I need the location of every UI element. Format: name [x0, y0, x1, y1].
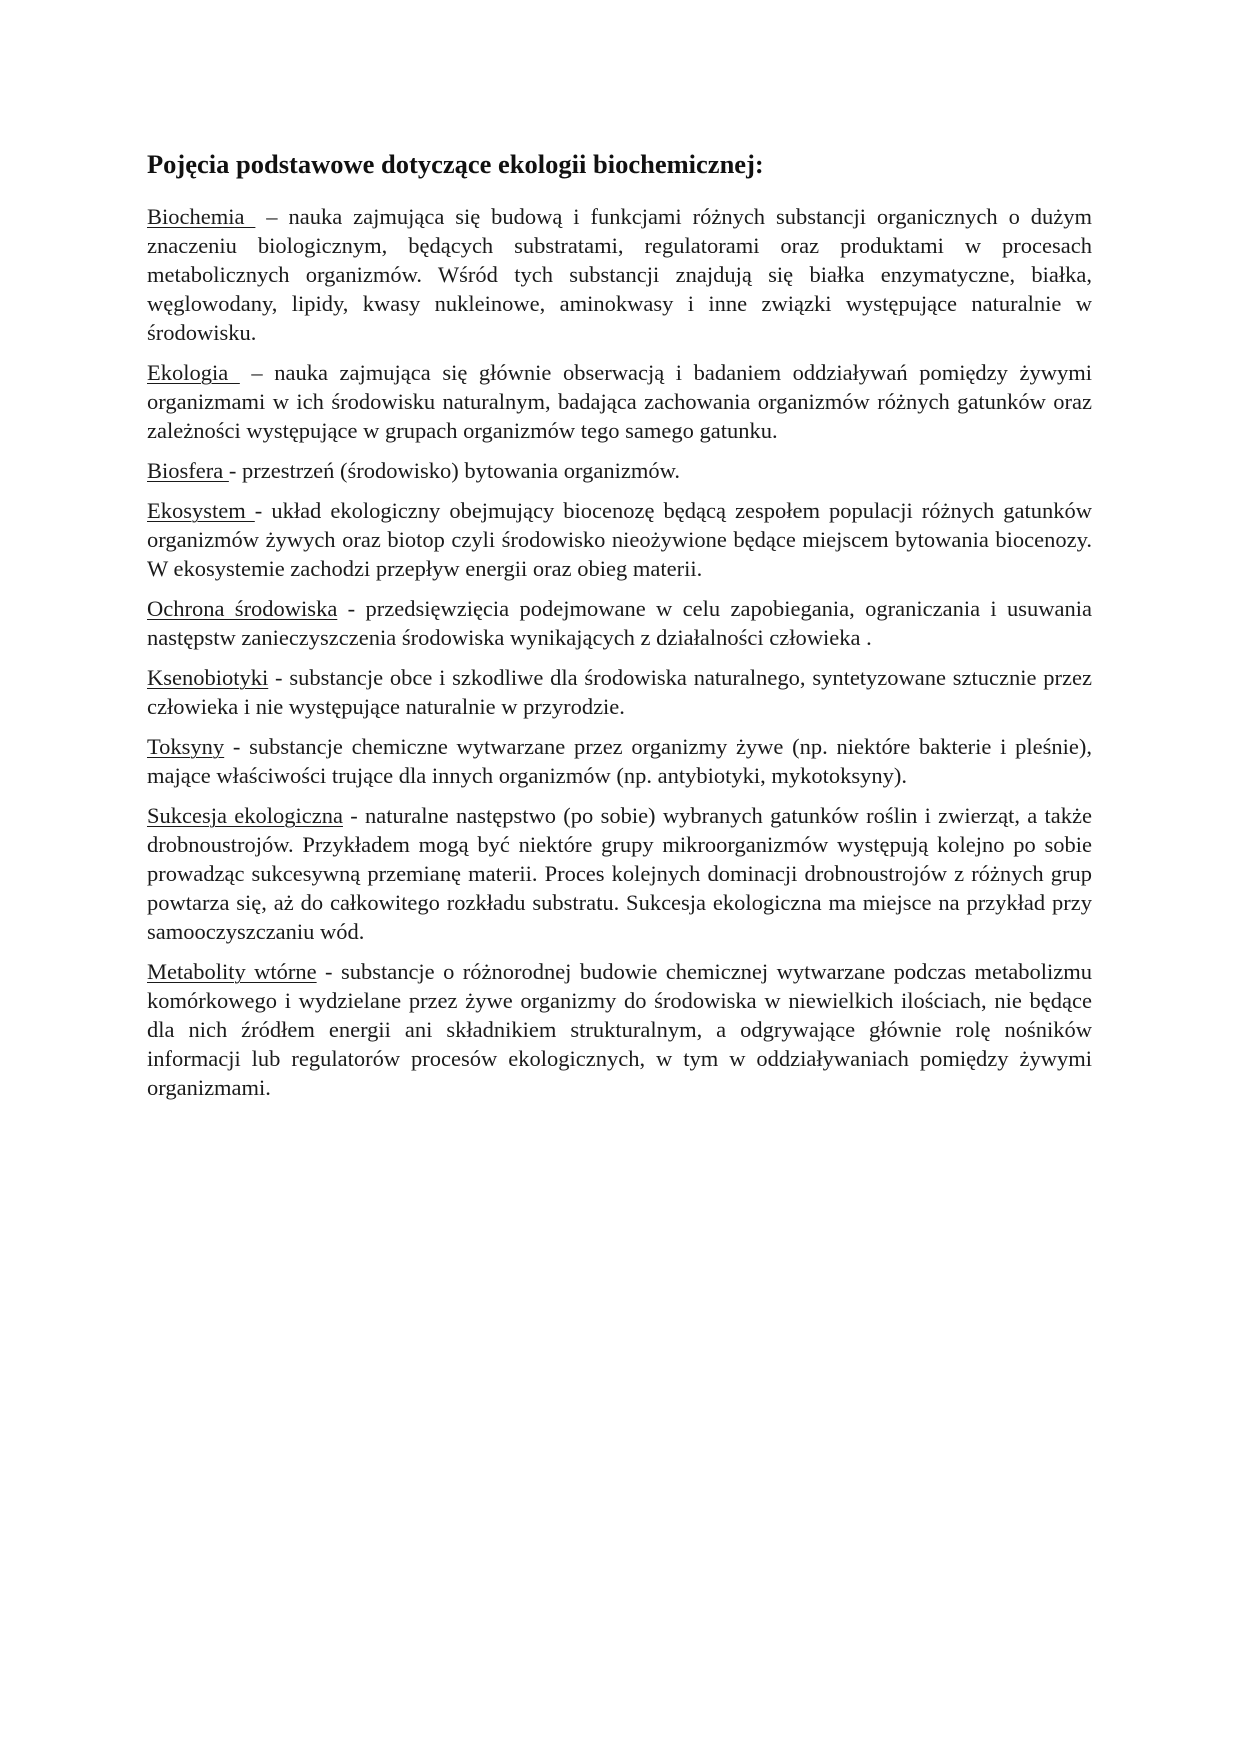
- definition-entry-ksenobiotyki: [147, 663, 1092, 721]
- document-page: [147, 148, 1092, 1113]
- definition-entry-metabolity-wtorne: [147, 957, 1092, 1102]
- definition-entry-ekologia: [147, 358, 1092, 445]
- term-separator: -: [337, 596, 366, 621]
- term-label: Ksenobiotyki: [147, 665, 269, 690]
- term-label: Biochemia: [147, 204, 256, 229]
- definition-text: naturalne następstwo (po sobie) wybranych gatunków roślin i zwierząt, a także drobnoustrojów. Przykładem mogą być niektóre grupy mikroorganizmów występują kolejno po sobie prowadząc sukcesywną przemianę materii. Proces kolejnych dominacji drobnoustrojów z różnych grup powtarza się, aż do całkowitego rozkładu substratu. Sukcesja ekologiczna ma miejsce na przykład przy samooczyszczaniu wód.: [147, 803, 1092, 944]
- term-separator: -: [268, 665, 290, 690]
- document-title: Pojęcia podstawowe dotyczące ekologii biochemicznej:: [147, 149, 764, 179]
- definition-text: substancje o różnorodnej budowie chemicznej wytwarzane podczas metabolizmu komórkowego i wydzielane przez żywe organizmy do środowiska w niewielkich ilościach, nie będące dla nich źródłem energii ani składnikiem strukturalnym, a odgrywające głównie rolę nośników informacji lub regulatorów procesów ekologicznych, w tym w oddziaływaniach pomiędzy żywymi organizmami.: [147, 959, 1092, 1100]
- definition-entry-toksyny: [147, 732, 1092, 790]
- term-label: Ekosystem: [147, 498, 255, 523]
- term-separator: -: [254, 498, 272, 523]
- term-separator: -: [342, 803, 366, 828]
- definition-text: przestrzeń (środowisko) bytowania organizmów.: [241, 458, 680, 483]
- term-label: Biosfera: [147, 458, 229, 483]
- term-separator: –: [239, 360, 275, 385]
- term-label: Ekologia: [147, 360, 240, 385]
- definition-text: substancje obce i szkodliwe dla środowiska naturalnego, syntetyzowane sztucznie przez człowieka i nie występujące naturalnie w przyrodzie.: [147, 665, 1092, 719]
- definition-entry-ekosystem: [147, 496, 1092, 583]
- definition-entry-ochrona-srodowiska: [147, 594, 1092, 652]
- term-label: Metabolity wtórne: [147, 959, 317, 984]
- term-label: Toksyny: [147, 734, 225, 759]
- definition-entry-sukcesja-ekologiczna: [147, 801, 1092, 946]
- definition-entry-biosfera: [147, 456, 1092, 485]
- term-label: Sukcesja ekologiczna: [147, 803, 343, 828]
- definition-text: nauka zajmująca się głównie obserwacją i badaniem oddziaływań pomiędzy żywymi organizmami w ich środowisku naturalnym, badająca zachowania organizmów różnych gatunków oraz zależności występujące w grupach organizmów tego samego gatunku.: [147, 360, 1092, 443]
- term-separator: -: [316, 959, 341, 984]
- definition-text: nauka zajmująca się budową i funkcjami różnych substancji organicznych o dużym znaczeniu biologicznym, będących substratami, regulatorami oraz produktami w procesach metabolicznych organizmów. Wśród tych substancji znajdują się białka enzymatyczne, białka, węglowodany, lipidy, kwasy nukleinowe, aminokwasy i inne związki występujące naturalnie w środowisku.: [147, 204, 1092, 345]
- term-separator: -: [224, 734, 250, 759]
- definition-text: przedsięwzięcia podejmowane w celu zapobiegania, ograniczania i usuwania następstw zanieczyszczenia środowiska wynikających z działalności człowieka .: [147, 596, 1092, 650]
- definition-text: substancje chemiczne wytwarzane przez organizmy żywe (np. niektóre bakterie i pleśnie), mające właściwości trujące dla innych organizmów (np. antybiotyki, mykotoksyny).: [147, 734, 1092, 788]
- term-label: Ochrona środowiska: [147, 596, 338, 621]
- term-separator: –: [255, 204, 289, 229]
- definition-text: układ ekologiczny obejmujący biocenozę będącą zespołem populacji różnych gatunków organizmów żywych oraz biotop czyli środowisko nieożywione będące miejscem bytowania biocenozy. W ekosystemie zachodzi przepływ energii oraz obieg materii.: [147, 498, 1092, 581]
- definition-entry-biochemia: [147, 202, 1092, 347]
- term-separator: -: [228, 458, 242, 483]
